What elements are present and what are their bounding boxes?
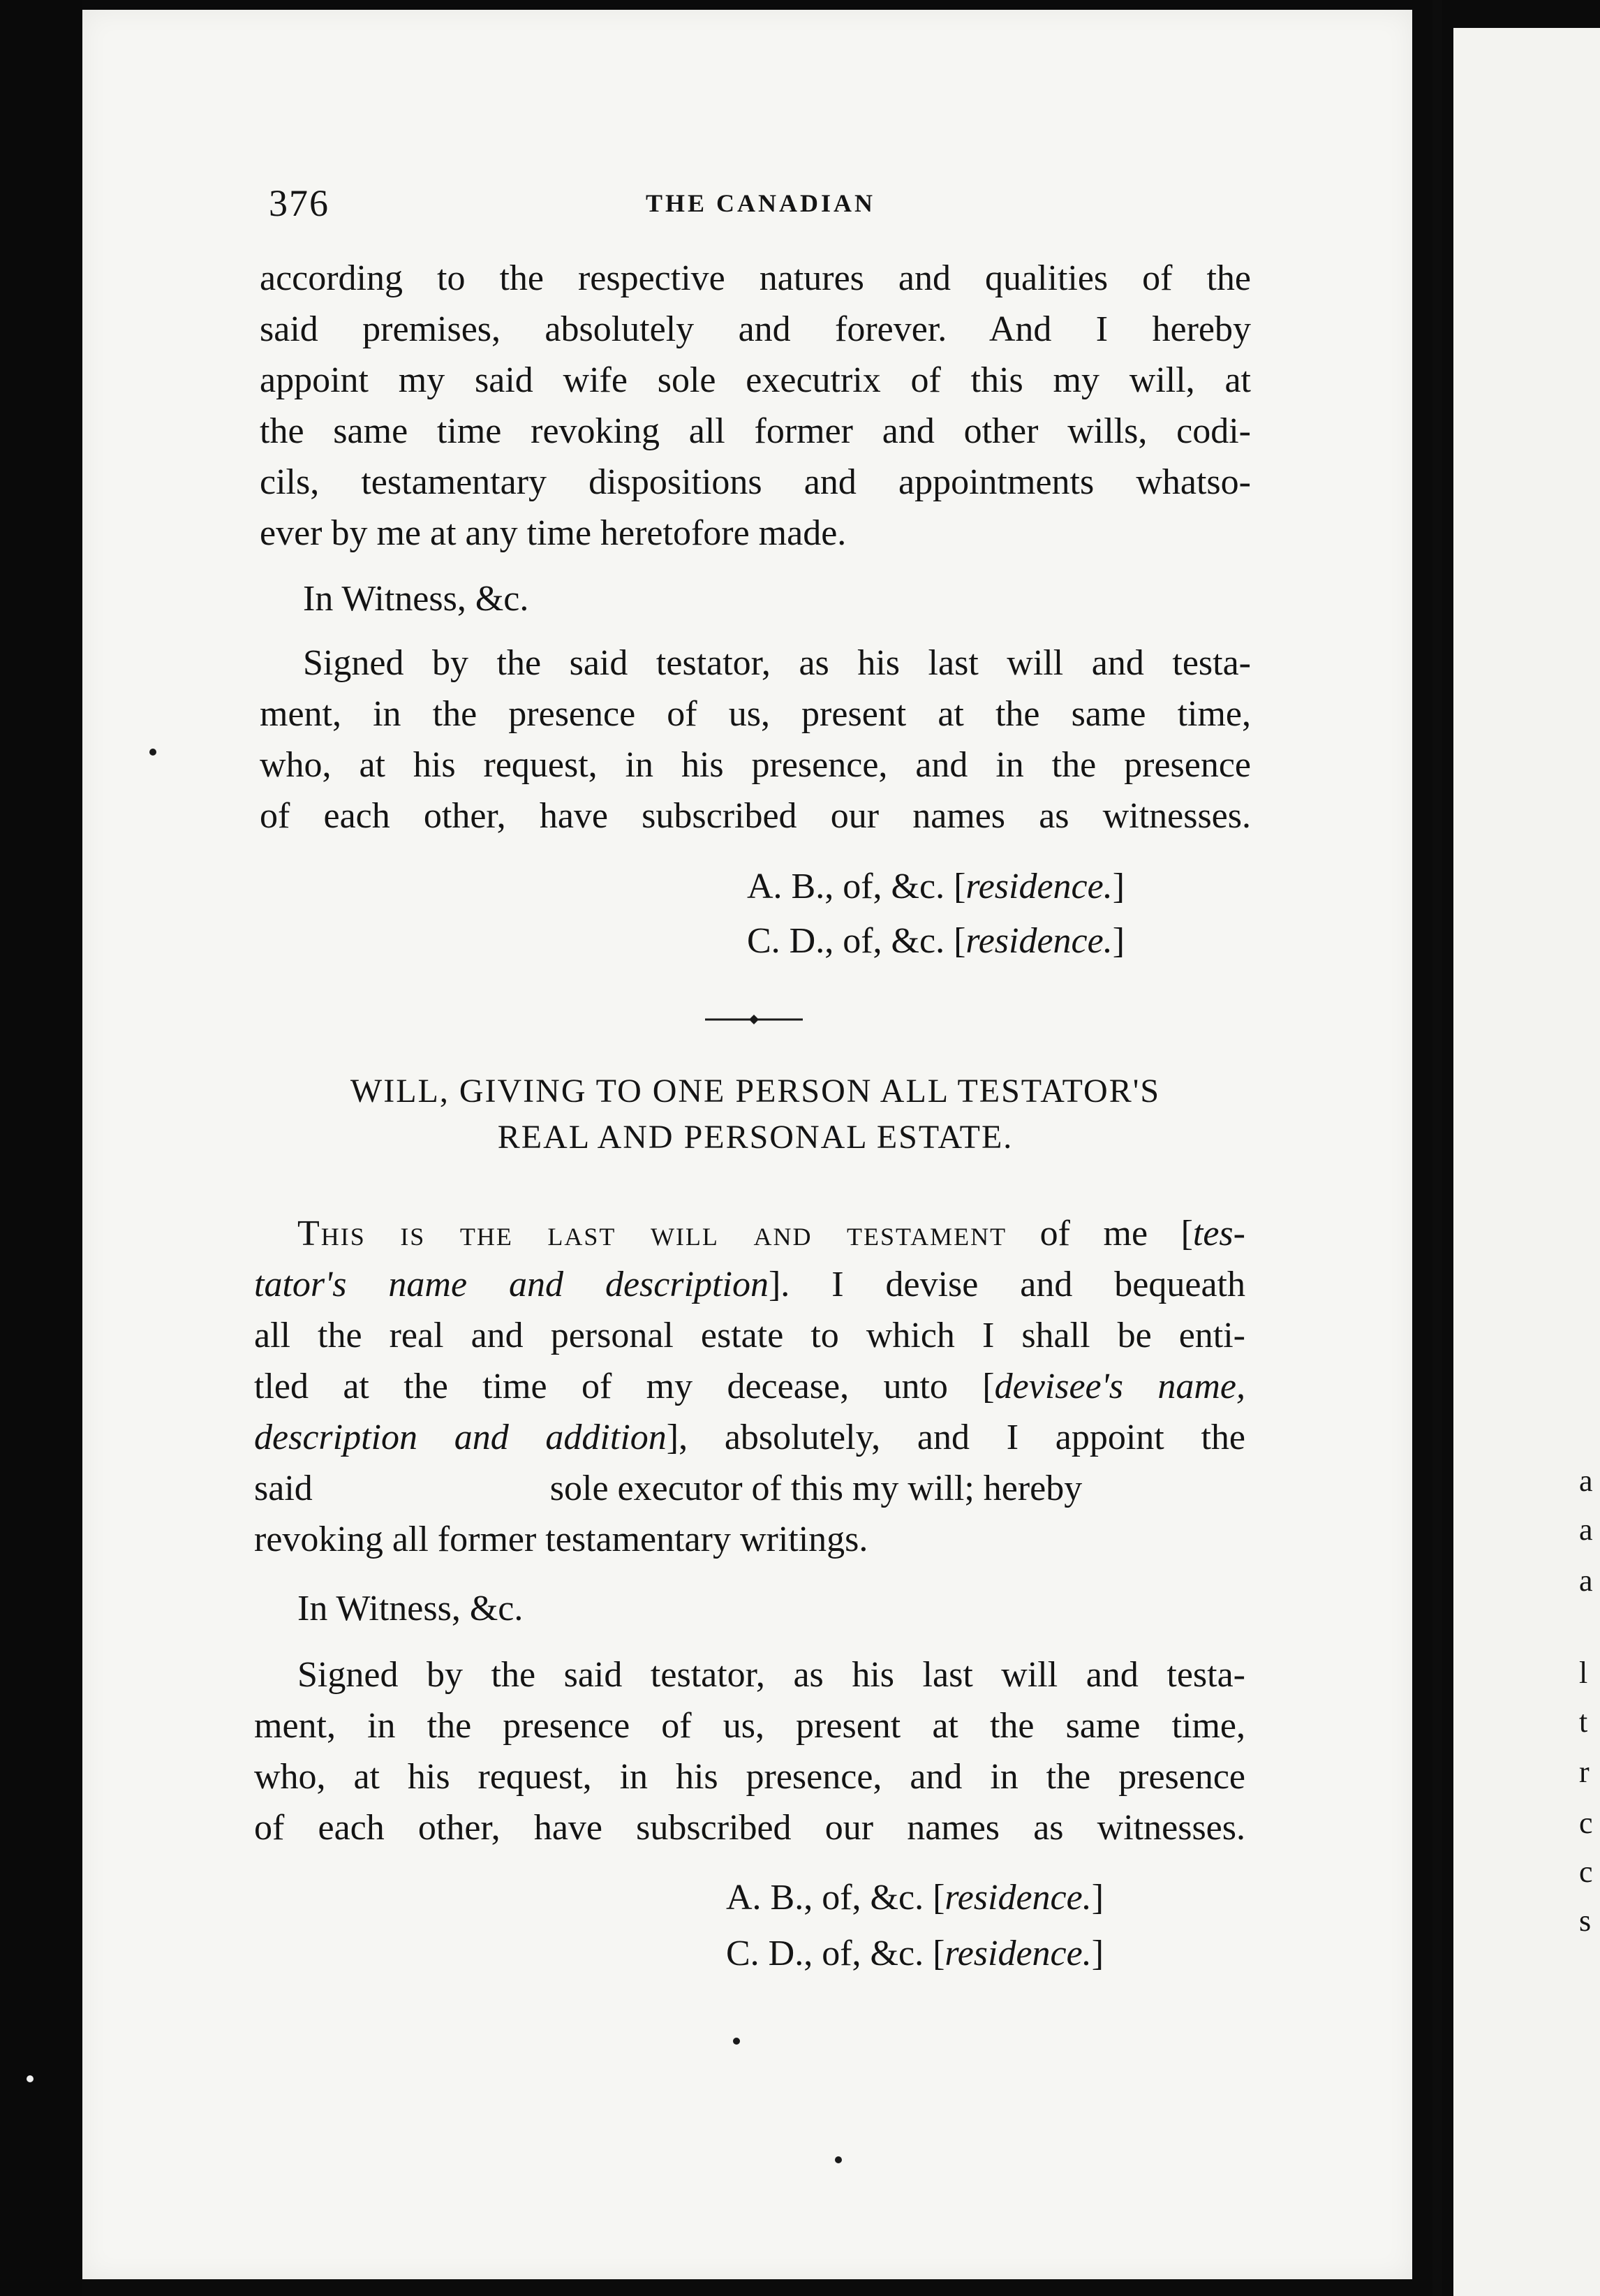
ink-speck <box>835 2156 842 2163</box>
facing-page-letter: a <box>1579 1513 1593 1547</box>
section-heading <box>260 1068 1251 1161</box>
facing-page-letter: c <box>1579 1855 1593 1889</box>
heading-line: WILL, GIVING TO ONE PERSON ALL TESTATOR'S <box>350 1073 1161 1110</box>
text-line: appoint my said wife sole executrix of this my will, at <box>260 360 1251 400</box>
ink-speck <box>27 2075 34 2082</box>
facing-page-letter: t <box>1579 1705 1588 1739</box>
signature-name: A. B., of, &c. [ <box>747 867 966 906</box>
facing-page-letter: l <box>1579 1656 1588 1690</box>
signature-a-b: A. B., of, &c. [residence.] <box>726 1878 1104 1918</box>
book-gutter <box>1432 0 1442 2296</box>
text-line: the same time revoking all former and other wills, codi- <box>260 411 1251 451</box>
text-line: ment, in the presence of us, present at the same time, <box>254 1706 1245 1746</box>
page-left-margin <box>0 0 82 2296</box>
text-line: Signed by the said testator, as his last will and testa- <box>297 1655 1245 1695</box>
text-line: who, at his request, in his presence, and in the presence <box>260 745 1251 785</box>
facing-page-letter: a <box>1579 1464 1593 1498</box>
facing-page-letter: s <box>1579 1904 1592 1938</box>
signature-c-d: C. D., of, &c. [residence.] <box>726 1934 1104 1973</box>
continuation-paragraph <box>260 253 1251 559</box>
text-line: description and addition], absolutely, and I appoint the <box>254 1418 1245 1457</box>
text-line: said sole executor of this my will; hereby <box>254 1469 1083 1508</box>
section-divider-ornament <box>705 1015 803 1024</box>
text-line: said premises, absolutely and forever. And I hereby <box>260 309 1251 349</box>
text-line: This is the last will and testament of me [tes- <box>297 1214 1245 1253</box>
signature-c-d: C. D., of, &c. [residence.] <box>747 921 1125 961</box>
witness-line: In Witness, &c. <box>297 1589 524 1628</box>
witness-clause <box>297 1583 1289 1634</box>
signature-name: C. D., of, &c. [ <box>726 1934 945 1973</box>
text-line: cils, testamentary dispositions and appointments whatso- <box>260 462 1251 502</box>
signature-residence: residence. <box>945 1934 1092 1973</box>
facing-page <box>1453 28 1600 2296</box>
page-number: 376 <box>269 182 329 224</box>
text-line: all the real and personal estate to which I shall be enti- <box>254 1316 1245 1355</box>
signature-name: C. D., of, &c. [ <box>747 921 966 961</box>
text-line: tled at the time of my decease, unto [devisee's name, <box>254 1367 1245 1406</box>
text-line: of each other, have subscribed our names as witnesses. <box>260 796 1251 836</box>
signature-residence: residence. <box>945 1878 1092 1918</box>
text-line: according to the respective natures and qualities of the <box>260 258 1251 298</box>
signature-name: A. B., of, &c. [ <box>726 1878 945 1918</box>
text-line: revoking all former testamentary writings. <box>254 1519 868 1559</box>
text-line: of each other, have subscribed our names as witnesses. <box>254 1808 1245 1848</box>
signature-residence: residence. <box>965 867 1113 906</box>
text-line: ever by me at any time heretofore made. <box>260 513 847 553</box>
text-line: who, at his request, in his presence, and in the presence <box>254 1757 1245 1797</box>
attestation-paragraph <box>254 1649 1245 1853</box>
text-line: tator's name and description]. I devise and bequeath <box>254 1265 1245 1304</box>
will-body-paragraph <box>254 1208 1245 1565</box>
facing-page-letter: r <box>1579 1755 1590 1789</box>
facing-page-letter: a <box>1579 1563 1593 1598</box>
heading-line: REAL AND PERSONAL ESTATE. <box>497 1119 1014 1156</box>
attestation-paragraph <box>260 638 1251 841</box>
witness-line: In Witness, &c. <box>303 579 529 619</box>
signature-residence: residence. <box>965 921 1113 961</box>
text-line: Signed by the said testator, as his last will and testa- <box>303 643 1251 683</box>
witness-clause <box>303 573 1294 624</box>
running-title: THE CANADIAN <box>646 189 876 217</box>
ink-speck <box>149 749 156 756</box>
ink-speck <box>733 2038 740 2045</box>
running-head <box>269 182 1253 223</box>
signature-a-b: A. B., of, &c. [residence.] <box>747 867 1125 906</box>
facing-page-letter: c <box>1579 1806 1593 1840</box>
text-line: ment, in the presence of us, present at the same time, <box>260 694 1251 734</box>
small-caps-opening: This is the last will and testament <box>297 1214 1007 1253</box>
